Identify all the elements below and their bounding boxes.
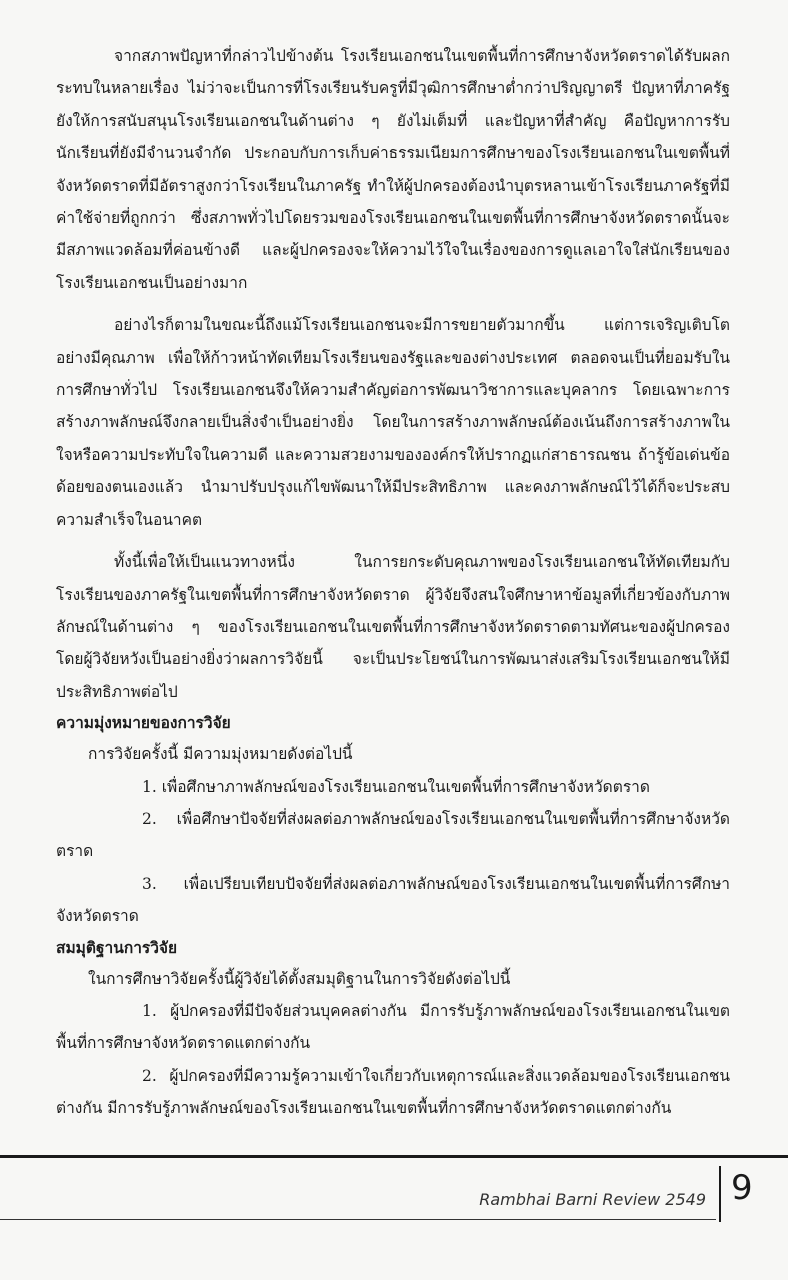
hypotheses-section [56,933,730,1125]
footer-bottom-rule [0,1219,716,1220]
hypotheses-heading: สมมุติฐานการวิจัย [56,938,178,957]
objectives-heading: ความมุ่งหมายของการวิจัย [56,714,231,733]
paragraph-2: อย่างไรก็ตามในขณะนี้ถึงแม้โรงเรียนเอกชนจะมีการขยายตัวมากขึ้น แต่การเจริญเติบโตอย่างมีคุณภาพ เพื่อให้ก้าวหน้าทัดเทียมโรงเรียนของรัฐและของต่างประเทศ ตลอดจนเป็นที่ยอมรับในการศึกษาทั่วไป โรงเรียนเอกชนจึงให้ความสำคัญต่อการพัฒนาวิชาการและบุคลากร โดยเฉพาะการสร้างภาพลักษณ์จึงกลายเป็นสิ่งจำเป็นอย่างยิ่ง โดยในการสร้างภาพลักษณ์ต้องเน้นถึงการสร้างภาพในใจหรือความประทับใจในความดี และความสวยงามขององค์กรให้ปรากฏแก่สาธารณชน ถ้ารู้ข้อเด่นข้อด้อยของตนเองแล้ว นำมาปรับปรุงแก้ไขพัฒนาให้มีประสิทธิภาพ และคงภาพลักษณ์ไว้ได้ก็จะประสบความสำเร็จในอนาคต [56,316,730,529]
footer-top-rule [0,1155,788,1158]
hypothesis-item: 2. ผู้ปกครองที่มีความรู้ความเข้าใจเกี่ยวกับเหตุการณ์และสิ่งแวดล้อมของโรงเรียนเอกชนต่างกัน มีการรับรู้ภาพลักษณ์ของโรงเรียนเอกชนในเขตพื้นที่การศึกษาจังหวัดตราดแตกต่างกัน [56,1066,730,1118]
objectives-intro: การวิจัยครั้งนี้ มีความมุ่งหมายดังต่อไปนี้ [88,745,353,764]
objective-item: 1. เพื่อศึกษาภาพลักษณ์ของโรงเรียนเอกชนในเขตพื้นที่การศึกษาจังหวัดตราด [142,777,650,796]
page-number: 9 [731,1168,753,1208]
journal-name: Rambhai Barni Review 2549 [479,1190,706,1209]
hypotheses-intro: ในการศึกษาวิจัยครั้งนี้ผู้วิจัยได้ตั้งสมมุติฐานในการวิจัยดังต่อไปนี้ [88,969,511,988]
objective-item: 3. เพื่อเปรียบเทียบปัจจัยที่ส่งผลต่อภาพลักษณ์ของโรงเรียนเอกชนในเขตพื้นที่การศึกษาจังหวัดตราด [56,874,730,926]
footer-divider [719,1166,721,1222]
paragraph-1: จากสภาพปัญหาที่กล่าวไปข้างต้น โรงเรียนเอกชนในเขตพื้นที่การศึกษาจังหวัดตราดได้รับผลกระทบในหลายเรื่อง ไม่ว่าจะเป็นการที่โรงเรียนรับครูที่มีวุฒิการศึกษาต่ำกว่าปริญญาตรี ปัญหาที่ภาครัฐยังให้การสนับสนุนโรงเรียนเอกชนในด้านต่าง ๆ ยังไม่เต็มที่ และปัญหาที่สำคัญ คือปัญหาการรับนักเรียนที่ยังมีจำนวนจำกัด ประกอบกับการเก็บค่าธรรมเนียมการศึกษาของโรงเรียนเอกชนในเขตพื้นที่จังหวัดตราดที่มีอัตราสูงกว่าโรงเรียนในภาครัฐ ทำให้ผู้ปกครองต้องนำบุตรหลานเข้าโรงเรียนภาครัฐที่มีค่าใช้จ่ายที่ถูกกว่า ซึ่งสภาพทั่วไปโดยรวมของโรงเรียนเอกชนในเขตพื้นที่การศึกษาจังหวัดตราดนั้นจะมีสภาพแวดล้อมที่ค่อนข้างดี และผู้ปกครองจะให้ความไว้ใจในเรื่องของการดูแลเอาใจใส่นักเรียนของโรงเรียนเอกชนเป็นอย่างมาก [56,47,730,292]
objectives-section [56,708,730,932]
paragraph-3: ทั้งนี้เพื่อให้เป็นแนวทางหนึ่ง ในการยกระดับคุณภาพของโรงเรียนเอกชนให้ทัดเทียมกับโรงเรียนของภาครัฐในเขตพื้นที่การศึกษาจังหวัดตราด ผู้วิจัยจึงสนใจศึกษาหาข้อมูลที่เกี่ยวข้องกับภาพลักษณ์ในด้านต่าง ๆ ของโรงเรียนเอกชนในเขตพื้นที่การศึกษาจังหวัดตราดตามทัศนะของผู้ปกครอง โดยผู้วิจัยหวังเป็นอย่างยิ่งว่าผลการวิจัยนี้ จะเป็นประโยชน์ในการพัฒนาส่งเสริมโรงเรียนเอกชนให้มีประสิทธิภาพต่อไป [56,553,730,701]
objective-item: 2. เพื่อศึกษาปัจจัยที่ส่งผลต่อภาพลักษณ์ของโรงเรียนเอกชนในเขตพื้นที่การศึกษาจังหวัดตราด [56,809,730,861]
hypothesis-item: 1. ผู้ปกครองที่มีปัจจัยส่วนบุคคลต่างกัน มีการรับรู้ภาพลักษณ์ของโรงเรียนเอกชนในเขตพื้นที่การศึกษาจังหวัดตราดแตกต่างกัน [56,1001,730,1053]
body-text [56,40,730,1125]
